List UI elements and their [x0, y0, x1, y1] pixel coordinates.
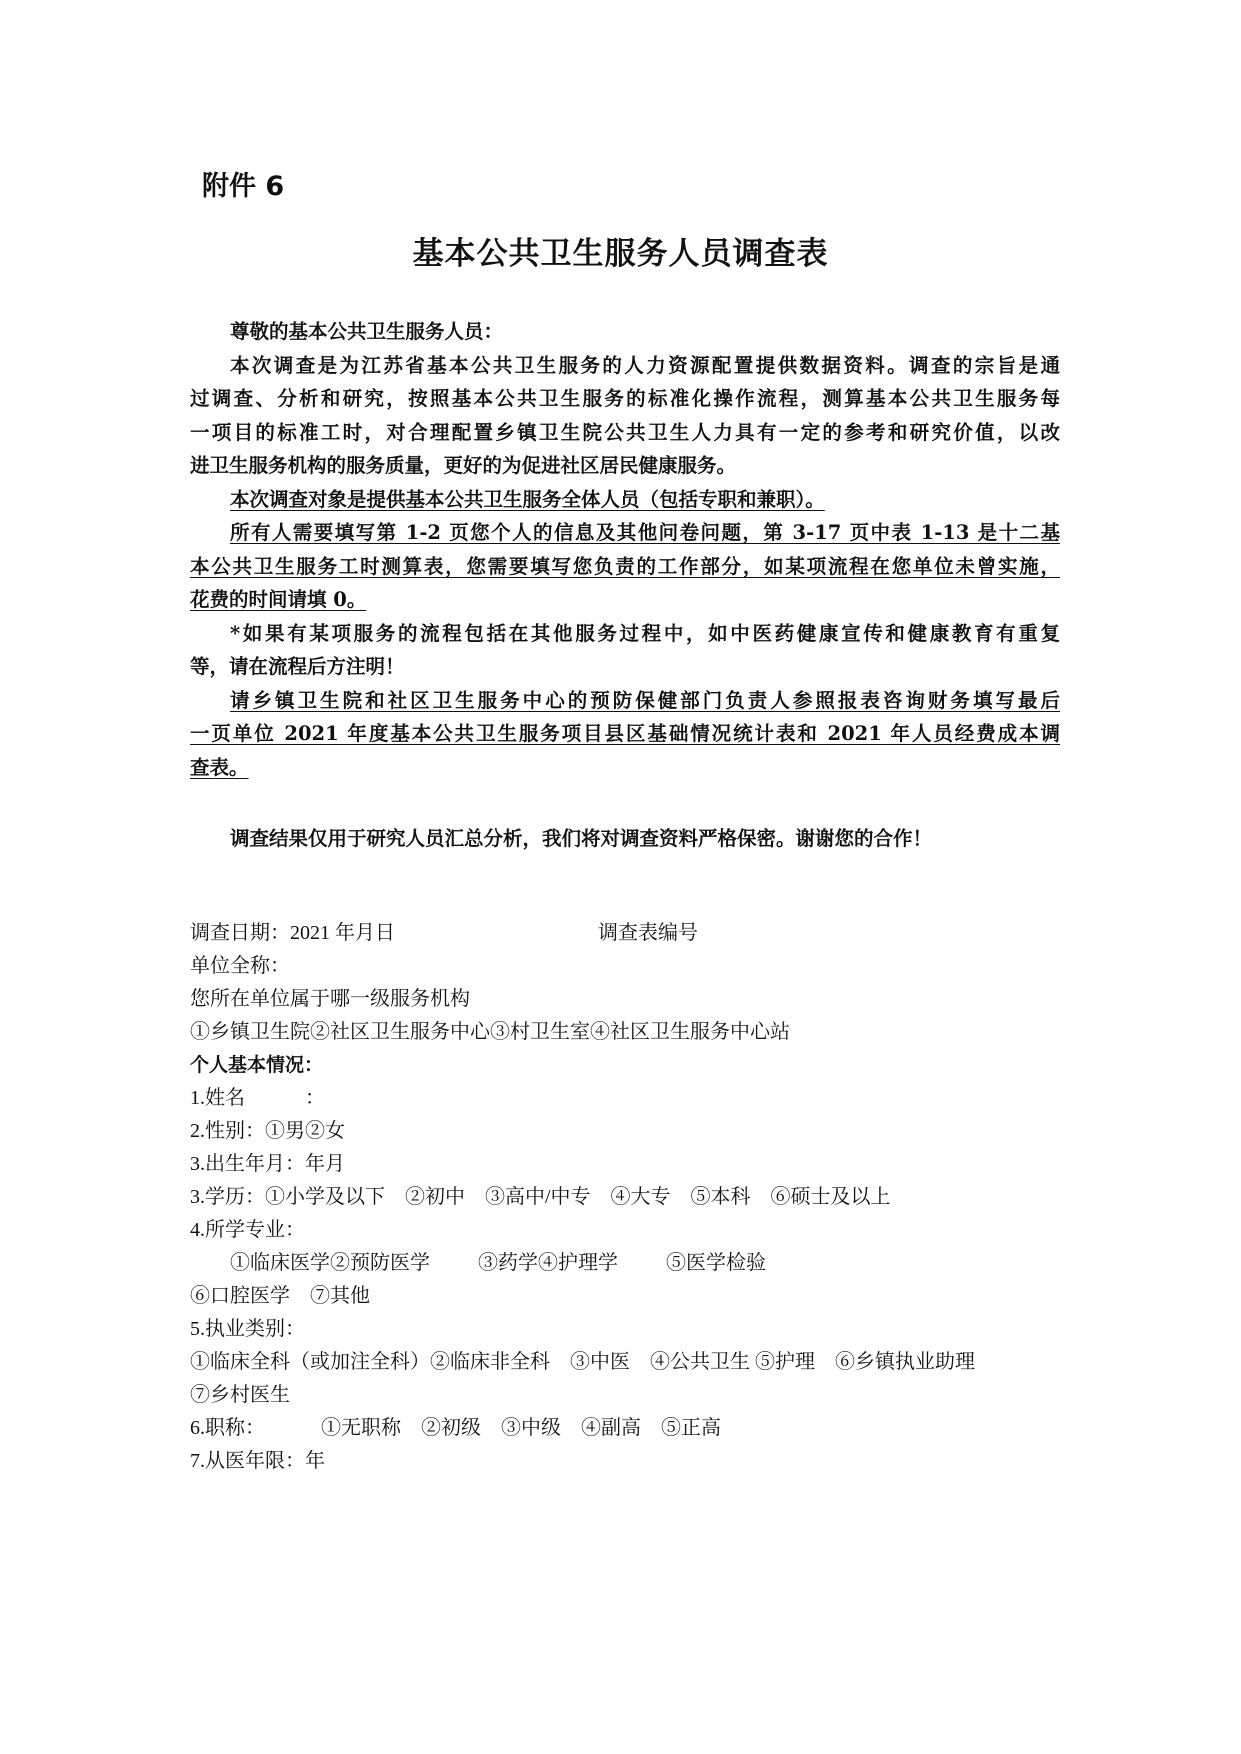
survey-date-row	[190, 917, 1090, 950]
unit-level-options[interactable]: ①乡镇卫生院②社区卫生服务中心③村卫生室④社区卫生服务中心站	[190, 1021, 790, 1043]
intro-p3-line: 所有人需要填写第 1-2 页您个人的信息及其他问卷问题，第 3-17 页中表 1-13 是十二基	[230, 521, 1060, 544]
intro-p1-line: 过调查、分析和研究，按照基本公共卫生服务的标准化操作流程，测算基本公共卫生服务每	[190, 387, 1060, 410]
education-options[interactable]: 3.学历：①小学及以下 ②初中 ③高中/中专 ④大专 ⑤本科 ⑥硕士及以上	[190, 1186, 891, 1208]
professional-title-options[interactable]: ①无职称 ②初级 ③中级 ④副高 ⑤正高	[321, 1417, 721, 1439]
name-label: 1.姓名	[190, 1087, 245, 1109]
page-title: 基本公共卫生服务人员调查表	[412, 236, 829, 272]
professional-title-row[interactable]	[190, 1412, 1090, 1445]
intro-p1-line: 本次调查是为江苏省基本公共卫生服务的人力资源配置提供数据资料。调查的宗旨是通	[230, 353, 1060, 377]
birth-field[interactable]: 3.出生年月：年月	[190, 1153, 345, 1175]
practice-options-row[interactable]: ①临床全科（或加注全科）②临床非全科 ③中医 ④公共卫生 ⑤护理 ⑥乡镇执业助理	[190, 1351, 975, 1373]
intro-p5-line: 一页单位 2021 年度基本公共卫生服务项目县区基础情况统计表和 2021 年人员经费成本调	[190, 722, 1060, 745]
unit-name-field[interactable]: 单位全称：	[190, 955, 290, 977]
practice-options-row[interactable]: ⑦乡村医生	[190, 1384, 290, 1406]
intro-p3-line	[190, 583, 1060, 617]
intro-p3-line: 本公共卫生服务工时测算表，您需要填写您负责的工作部分，如某项流程在您单位未曾实施，	[190, 554, 1060, 578]
name-colon: ：	[305, 1087, 325, 1109]
intro-p4-line: *如果有某项服务的流程包括在其他服务过程中，如中医药健康宣传和健康教育有重复	[230, 621, 1060, 645]
spacer	[190, 784, 1060, 822]
personal-info-heading: 个人基本情况：	[190, 1054, 324, 1076]
gender-options[interactable]: 2.性别：①男②女	[190, 1120, 345, 1142]
unit-level-question: 您所在单位属于哪一级服务机构	[190, 988, 470, 1010]
major-option-group[interactable]: ①临床医学②预防医学	[230, 1252, 430, 1274]
survey-number-field[interactable]: 调查表编号	[598, 922, 698, 944]
intro-section	[190, 315, 1060, 856]
survey-form	[190, 917, 1090, 1478]
years-of-practice-field[interactable]: 7.从医年限：年	[190, 1450, 325, 1472]
intro-p4-line: 等，请在流程后方注明！	[190, 655, 405, 678]
closing-note: 调查结果仅用于研究人员汇总分析，我们将对调查资料严格保密。谢谢您的合作！	[230, 827, 933, 850]
intro-p5-line	[190, 751, 1060, 785]
major-option-group[interactable]: ⑤医学检验	[666, 1252, 766, 1274]
intro-p1-line: 进卫生服务机构的服务质量，更好的为促进社区居民健康服务。	[190, 454, 737, 477]
intro-p5-line: 请乡镇卫生院和社区卫生服务中心的预防保健部门负责人参照报表咨询财务填写最后	[230, 688, 1060, 712]
survey-date-field[interactable]: 调查日期：2021 年月日	[190, 922, 395, 944]
intro-p3-text: 花费的时间请填 0。	[190, 588, 367, 611]
greeting: 尊敬的基本公共卫生服务人员：	[230, 320, 504, 343]
intro-p1-line: 一项目的标准工时，对合理配置乡镇卫生院公共卫生人力具有一定的参考和研究价值，以改	[190, 420, 1060, 444]
intro-p2-text: 本次调查对象是提供基本公共卫生服务全体人员（包括专职和兼职）。	[230, 487, 825, 511]
practice-label: 5.执业类别：	[190, 1318, 305, 1340]
name-field[interactable]	[190, 1082, 1090, 1115]
major-label: 4.所学专业：	[190, 1219, 305, 1241]
attachment-label: 附件 6	[202, 171, 285, 202]
major-options-row[interactable]: ⑥口腔医学 ⑦其他	[190, 1285, 370, 1307]
major-option-group[interactable]: ③药学④护理学	[478, 1252, 618, 1274]
professional-title-label: 6.职称：	[190, 1417, 265, 1439]
intro-p2	[190, 483, 1060, 517]
major-options-row[interactable]	[190, 1247, 1090, 1280]
intro-p5-text: 查表。	[190, 755, 249, 779]
